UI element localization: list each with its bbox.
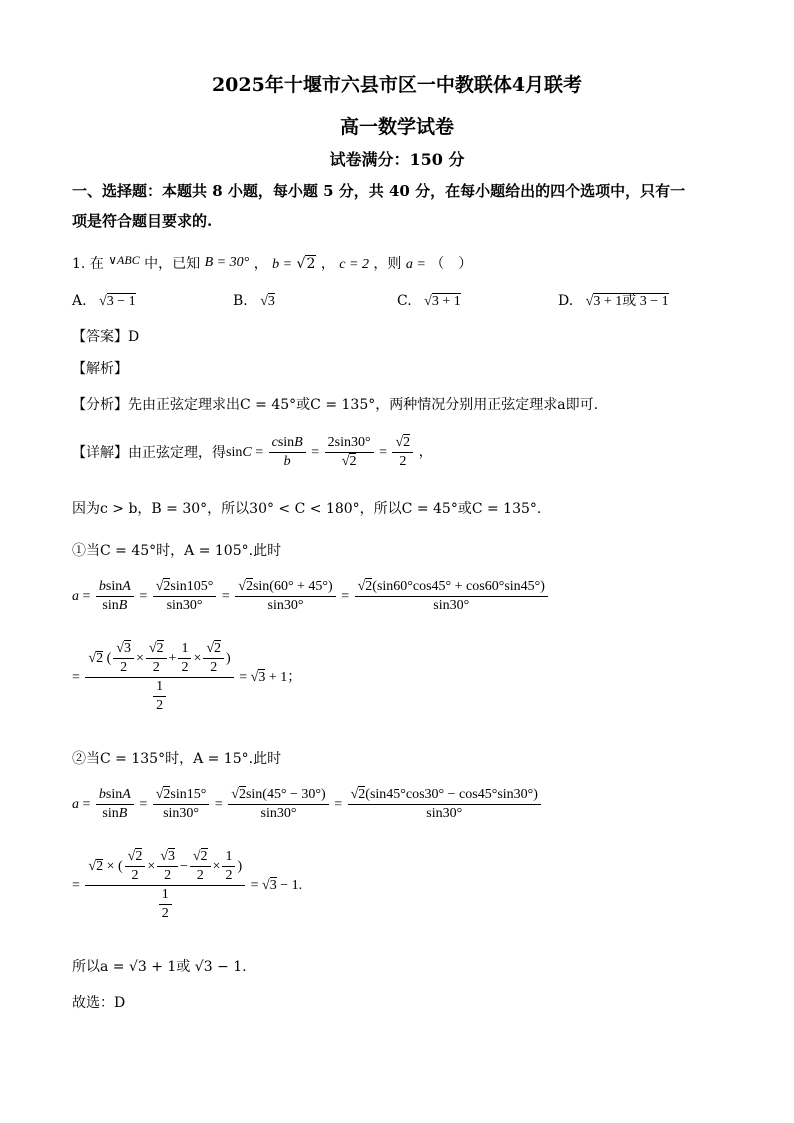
option-b-label: B.	[233, 293, 248, 309]
sep-1: ，	[253, 256, 268, 272]
stem-mid: 中，已知	[144, 256, 201, 272]
case2-intro: ②当C = 135°时，A = 15°.此时	[72, 751, 282, 767]
case1-intro: ①当C = 45°时，A = 105°.此时	[72, 543, 282, 559]
score-line: 试卷满分：150 分	[329, 150, 465, 169]
option-a-value: √3 − 1	[99, 294, 136, 309]
because-line: 因为c > b，B = 30°，所以30° < C < 180°，所以C = 45°或C = 135°.	[72, 501, 542, 517]
page-title: 2025年十堰市六县市区一中教联体4月联考	[211, 74, 583, 96]
formula-sinc: sin C = $\frac{csinB}{b}$ = $\frac{2\sin 30^\circ}{√2}$ = $\frac{√2}{2}$ ，	[226, 435, 433, 469]
paper-subtitle: 高一数学试卷	[339, 116, 454, 138]
option-d-value: √3 + 1或 3 − 1	[585, 294, 669, 309]
triangle-symbol: ∨ABC	[108, 253, 140, 267]
sep-2: ，	[320, 256, 335, 272]
fenxi-line	[72, 398, 598, 412]
case2-formula-line1: a = $\frac{bsinA}{\sin B}$ = $\frac{√2\sin 15^\circ}{\sin 30^\circ}$ = $\frac{√2\sin(45^\circ - 30^\circ)}{\sin 30^\circ}$ = $\frac{√2(\sin 45^\circ\cos 30^\circ - \cos 45^\circ\sin 30^\circ)}{\sin 30^\circ}$	[72, 788, 543, 821]
fenxi-label: 【分析】	[72, 397, 128, 413]
blank-paren: （ ）	[430, 256, 473, 272]
option-a	[72, 294, 136, 309]
option-c-value: √3 + 1	[424, 294, 461, 309]
conclusion-line: 所以a = √3 + 1或 √3 − 1.	[72, 959, 247, 975]
question-stem	[72, 254, 472, 272]
final-answer: 故选：D	[72, 995, 126, 1011]
section-heading-line2: 项是符合题目要求的.	[72, 212, 213, 230]
xiangjie-text: 由正弦定理，得	[128, 444, 226, 461]
option-d-label: D.	[558, 293, 574, 309]
answer-line: 【答案】D	[72, 329, 140, 345]
sqrt-two: √2	[296, 256, 316, 272]
xiangjie-line	[72, 436, 433, 469]
condition-side-b: b =	[272, 257, 293, 272]
option-c-label: C.	[397, 293, 412, 309]
fenxi-text: 先由正弦定理求出C = 45°或C = 135°，两种情况分别用正弦定理求a即可.	[128, 397, 599, 413]
case1-formula-line2: = √ 2 ( $\frac{√3}{2}$ × $\frac{√2}{2}$ + $\frac{1}{2}$ × $\frac{√2}{2}$ ) $\frac{1}{2}$ = √3 + 1；	[72, 641, 302, 713]
sep-3: ，则	[373, 256, 402, 272]
condition-side-c: c = 2	[339, 257, 369, 272]
analysis-label: 【解析】	[72, 361, 128, 377]
option-b	[233, 294, 275, 309]
option-c	[397, 294, 461, 309]
section-heading-line1: 一、选择题：本题共 8 小题，每小题 5 分，共 40 分，在每小题给出的四个选项中，只有一	[72, 182, 686, 200]
xiangjie-label: 【详解】	[72, 444, 128, 461]
ask-a: a =	[405, 257, 426, 272]
option-d	[558, 294, 669, 309]
case2-formula-line2: = √ 2 × ( $\frac{√2}{2}$ × $\frac{√3}{2}$ − $\frac{√2}{2}$ × $\frac{1}{2}$ ) $\frac{1}{2}$ = √3 − 1.	[72, 849, 303, 921]
stem-prefix: 在	[89, 256, 104, 272]
question-number: 1.	[72, 256, 86, 272]
case1-formula-line1: a = $\frac{bsinA}{\sin B}$ = $\frac{√2\sin 105^\circ}{\sin 30^\circ}$ = $\frac{√2\sin(60^\circ + 45^\circ)}{\sin 30^\circ}$ = $\frac{√2(\sin 60^\circ\cos 45^\circ + \cos 60^\circ\sin 45^\circ)}{\sin 30^\circ}$	[72, 580, 550, 613]
condition-angle-b: B = 30°	[204, 255, 250, 270]
option-a-label: A.	[72, 293, 87, 309]
option-b-value: √3	[260, 294, 275, 309]
